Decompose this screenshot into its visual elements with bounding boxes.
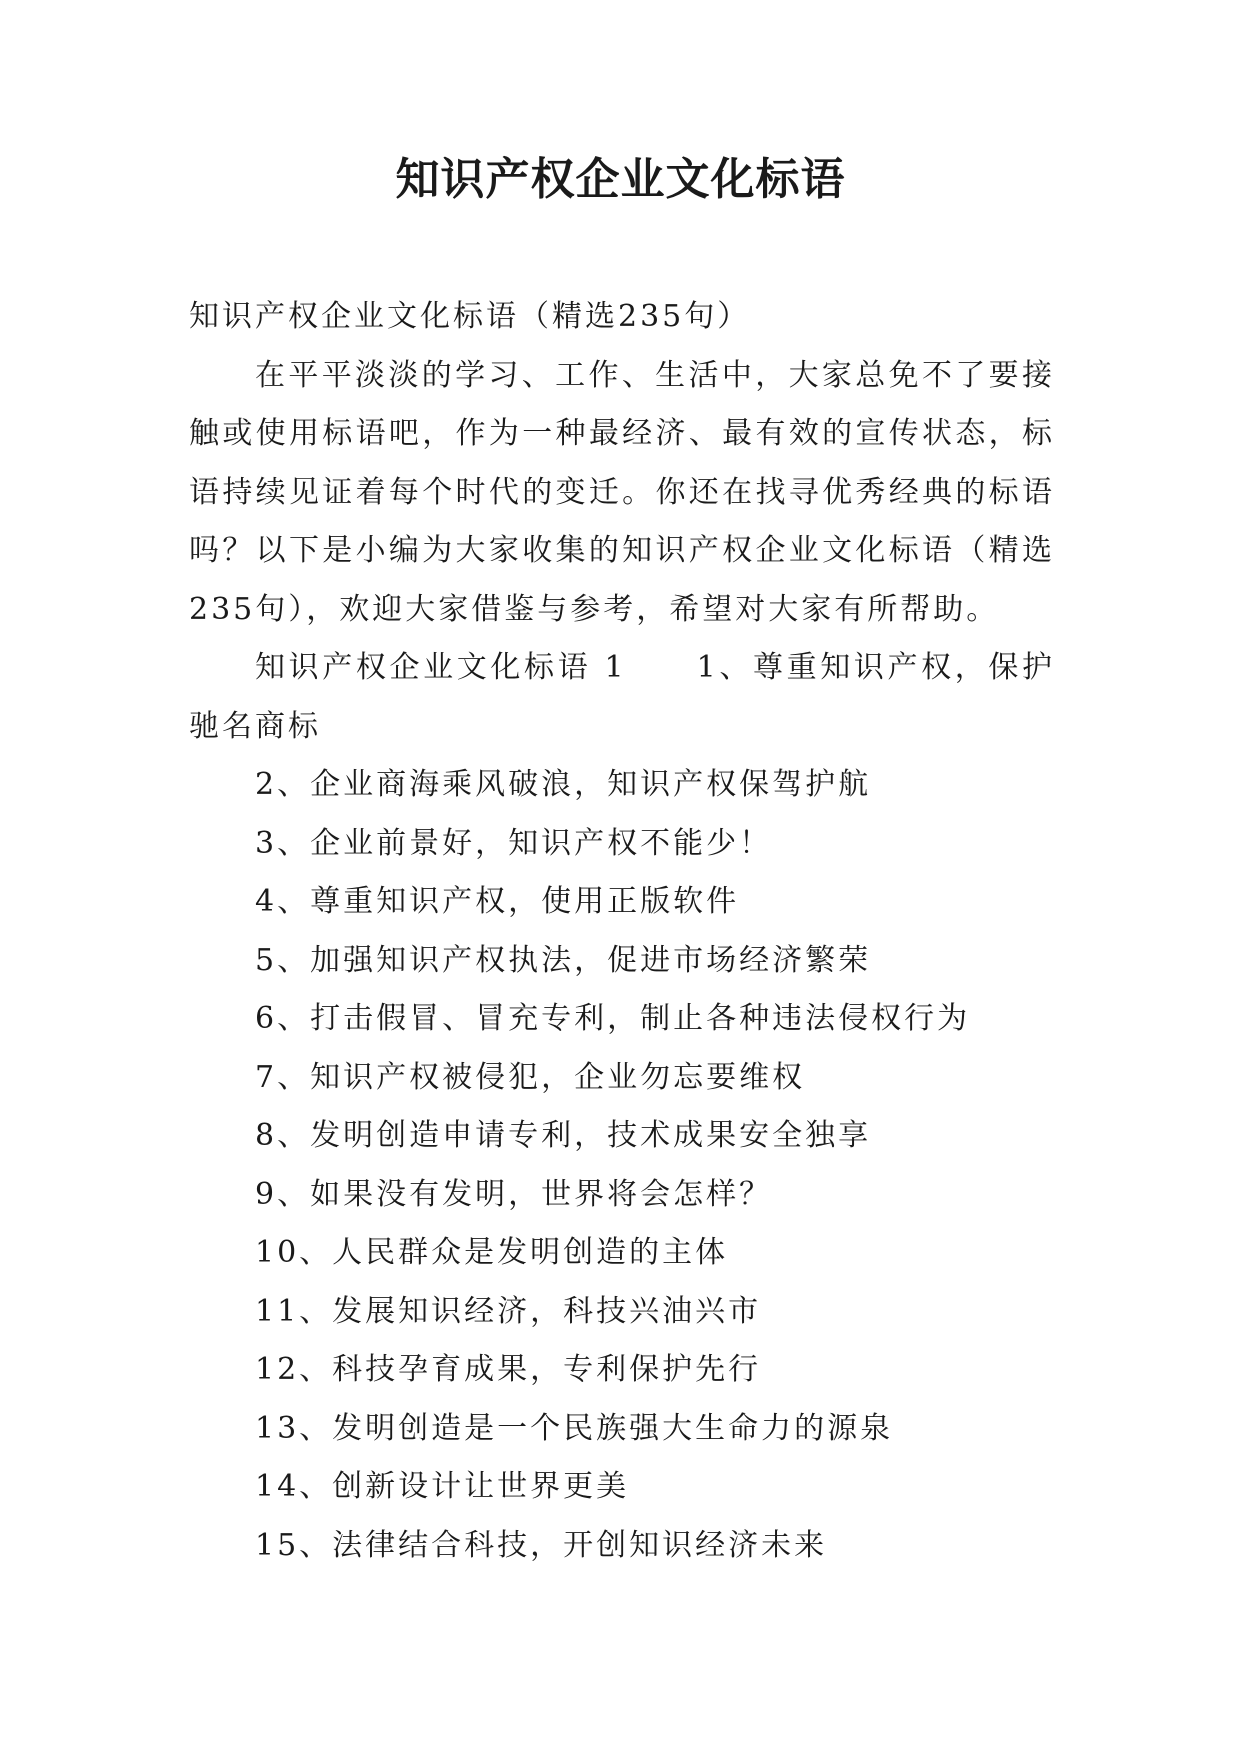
list-item: 15、法律结合科技，开创知识经济未来 [255, 1527, 828, 1563]
list-item: 6、打击假冒、冒充专利，制止各种违法侵权行为 [255, 1001, 971, 1036]
list-item: 7、知识产权被侵犯，企业勿忘要维权 [255, 1059, 806, 1095]
document-title: 知识产权企业文化标语 [395, 154, 846, 205]
list-item: 9、如果没有发明，世界将会怎样？ [255, 1176, 773, 1212]
section-heading: 知识产权企业文化标语 1 [255, 650, 627, 685]
section-paragraph [189, 639, 1055, 756]
list-item: 2、企业商海乘风破浪，知识产权保驾护航 [255, 767, 872, 802]
list-item: 8、发明创造申请专利，技术成果安全独享 [255, 1118, 872, 1153]
list-item: 13、发明创造是一个民族强大生命力的源泉 [255, 1410, 894, 1446]
list-item: 5、加强知识产权执法，促进市场经济繁荣 [255, 942, 872, 978]
list-item: 12、科技孕育成果，专利保护先行 [255, 1352, 762, 1387]
document-subtitle: 知识产权企业文化标语（精选235句） [189, 299, 751, 334]
list-item-1: 1、尊重知识产权，保护驰名商标 [189, 650, 1056, 744]
list-item: 4、尊重知识产权，使用正版软件 [255, 884, 740, 919]
intro-paragraph: 在平平淡淡的学习、工作、生活中，大家总免不了要接触或使用标语吧，作为一种最经济、最有效的宣传状态，标语持续见证着每个时代的变迁。你还在找寻优秀经典的标语吗？以下是小编为大家收集的知识产权企业文化标语（精选235句），欢迎大家借鉴与参考，希望对大家有所帮助。 [189, 357, 1055, 627]
list-item: 11、发展知识经济，科技兴油兴市 [255, 1293, 762, 1329]
list-item: 3、企业前景好，知识产权不能少！ [255, 825, 773, 861]
document-body [189, 288, 1055, 1575]
list-item: 14、创新设计让世界更美 [255, 1469, 630, 1504]
list-item: 10、人民群众是发明创造的主体 [255, 1235, 729, 1270]
